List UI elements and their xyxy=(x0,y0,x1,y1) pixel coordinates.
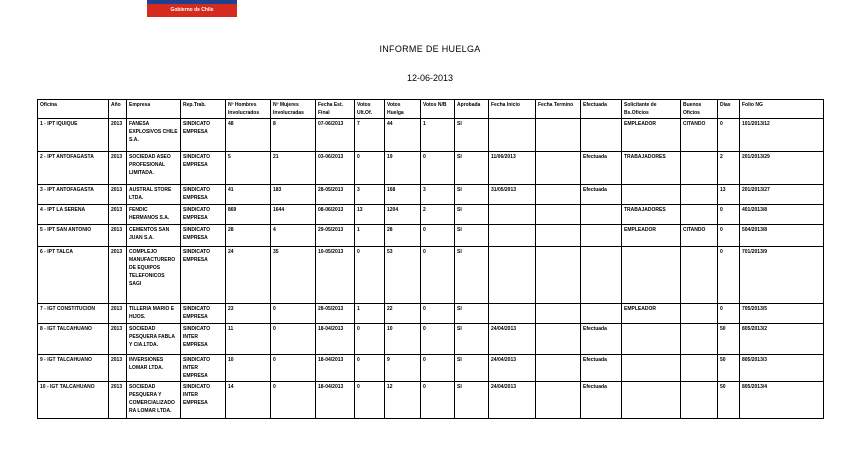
table-cell: 35 xyxy=(271,247,316,304)
column-header: Efectuada xyxy=(581,100,622,119)
table-cell: SOCIEDAD ASEO PROFESIONAL LIMITADA. xyxy=(127,152,181,185)
table-cell: 0 xyxy=(271,324,316,355)
table-cell: 1 xyxy=(355,304,385,324)
table-cell: 101/2013/12 xyxy=(740,119,824,152)
table-cell: 2 xyxy=(718,152,740,185)
table-cell: 13 xyxy=(718,185,740,205)
table-cell xyxy=(622,382,681,419)
table-cell: 0 xyxy=(355,324,385,355)
table-cell: 08-06/2013 xyxy=(316,205,355,225)
table-row xyxy=(38,205,824,225)
table-cell: 48 xyxy=(226,119,271,152)
table-cell xyxy=(581,225,622,247)
table-cell: Efectuada xyxy=(581,355,622,382)
table-cell xyxy=(681,382,718,419)
table-cell xyxy=(622,247,681,304)
table-row xyxy=(38,119,824,152)
table-cell: 0 xyxy=(421,247,455,304)
table-cell: EMPLEADOR xyxy=(622,304,681,324)
table-cell: SOCIEDAD PESQUERA Y COMERCIALIZADORA LOMAR LTDA. xyxy=(127,382,181,419)
table-cell: 22 xyxy=(385,304,421,324)
table-cell: SINDICATO EMPRESA xyxy=(181,152,226,185)
table-cell: 18-04/2013 xyxy=(316,382,355,419)
table-cell: 1 xyxy=(421,119,455,152)
table-cell: 03-06/2013 xyxy=(316,152,355,185)
table-cell xyxy=(536,225,581,247)
table-cell: 3 xyxy=(421,185,455,205)
table-cell: FENDIC HERMANOS S.A. xyxy=(127,205,181,225)
table-cell: 21 xyxy=(271,152,316,185)
table-cell xyxy=(681,247,718,304)
table-cell: 28-05/2013 xyxy=(316,304,355,324)
table-cell: SI xyxy=(455,225,489,247)
table-row xyxy=(38,304,824,324)
column-header: Fecha Inicio xyxy=(489,100,536,119)
table-cell: 24/04/2013 xyxy=(489,324,536,355)
table-cell: EMPLEADOR xyxy=(622,225,681,247)
table-cell: SINDICATO EMPRESA xyxy=(181,304,226,324)
table-cell: 705/2013/5 xyxy=(740,304,824,324)
table-cell: 0 xyxy=(421,152,455,185)
table-cell: 31/05/2013 xyxy=(489,185,536,205)
table-cell: 0 xyxy=(421,355,455,382)
table-cell xyxy=(681,185,718,205)
table-cell: SINDICATO EMPRESA xyxy=(181,225,226,247)
table-cell: Efectuada xyxy=(581,324,622,355)
table-cell xyxy=(681,324,718,355)
report-title: INFORME DE HUELGA xyxy=(379,44,481,54)
table-cell: 201/2013/29 xyxy=(740,152,824,185)
table-cell: 50 xyxy=(718,355,740,382)
table-cell: 23 xyxy=(226,304,271,324)
table-cell xyxy=(536,247,581,304)
table-cell xyxy=(536,355,581,382)
table-cell: 0 xyxy=(718,225,740,247)
table-cell: 10 xyxy=(385,324,421,355)
table-cell: SI xyxy=(455,355,489,382)
table-cell: 183 xyxy=(271,185,316,205)
column-header: Aprobada xyxy=(455,100,489,119)
table-cell xyxy=(536,205,581,225)
table-cell: 701/2013/9 xyxy=(740,247,824,304)
table-cell xyxy=(622,324,681,355)
table-cell: Efectuada xyxy=(581,382,622,419)
table-cell: SINDICATO INTER EMPRESA xyxy=(181,324,226,355)
table-cell: SI xyxy=(455,247,489,304)
table-cell: 0 xyxy=(355,152,385,185)
table-cell xyxy=(536,382,581,419)
table-cell xyxy=(489,247,536,304)
table-cell xyxy=(536,304,581,324)
table-row xyxy=(38,382,824,419)
table-cell: 6 - IPT TALCA xyxy=(38,247,109,304)
table-cell: 0 xyxy=(718,119,740,152)
strike-report-table xyxy=(37,99,824,419)
table-cell: SINDICATO INTER EMPRESA xyxy=(181,355,226,382)
table-cell: 24/04/2013 xyxy=(489,355,536,382)
table-cell: 168 xyxy=(385,185,421,205)
table-cell: 805/2013/4 xyxy=(740,382,824,419)
table-header xyxy=(38,100,824,119)
table-cell xyxy=(681,355,718,382)
table-cell xyxy=(581,119,622,152)
column-header: Folio NG xyxy=(740,100,824,119)
header-row xyxy=(38,100,824,119)
table-cell: 0 xyxy=(421,382,455,419)
table-cell: SI xyxy=(455,119,489,152)
table-cell: 5 - IPT SAN ANTONIO xyxy=(38,225,109,247)
table-cell: 44 xyxy=(385,119,421,152)
table-cell: 401/2013/8 xyxy=(740,205,824,225)
table-cell: EMPLEADOR xyxy=(622,119,681,152)
table-cell: 805/2013/3 xyxy=(740,355,824,382)
table-cell: Efectuada xyxy=(581,152,622,185)
table-cell: 5 xyxy=(226,152,271,185)
column-header: Días xyxy=(718,100,740,119)
table-cell xyxy=(489,225,536,247)
table-cell: 10 - IGT TALCAHUANO xyxy=(38,382,109,419)
table-cell: CEMENTOS SAN JUAN S.A. xyxy=(127,225,181,247)
column-header: Fecha Est. Final xyxy=(316,100,355,119)
table-cell: SINDICATO EMPRESA xyxy=(181,119,226,152)
table-cell: 24/04/2013 xyxy=(489,382,536,419)
column-header: Fecha Termino xyxy=(536,100,581,119)
table-cell: 7 xyxy=(355,119,385,152)
column-header: Nº Hombres Involucrados xyxy=(226,100,271,119)
table-cell: AUSTRAL STORE LTDA. xyxy=(127,185,181,205)
table-cell: 0 xyxy=(355,382,385,419)
column-header: Votos Ult.Of. xyxy=(355,100,385,119)
table-cell: 0 xyxy=(718,205,740,225)
column-header: Nº Mujeres Involucradas xyxy=(271,100,316,119)
table-cell: 2013 xyxy=(109,205,127,225)
column-header: Buenos Oficios xyxy=(681,100,718,119)
table-cell: CITANDO xyxy=(681,119,718,152)
table-cell: 50 xyxy=(718,324,740,355)
table-cell: 1 xyxy=(355,225,385,247)
table-cell: 0 xyxy=(718,247,740,304)
table-cell xyxy=(681,205,718,225)
table-cell: 2013 xyxy=(109,324,127,355)
table-cell: 12 xyxy=(385,382,421,419)
table-cell xyxy=(681,152,718,185)
table-cell: 1204 xyxy=(385,205,421,225)
table-cell: 24 xyxy=(226,247,271,304)
table-cell: 14 xyxy=(226,382,271,419)
table-cell: 2013 xyxy=(109,185,127,205)
table-cell xyxy=(489,304,536,324)
table-cell: 0 xyxy=(355,355,385,382)
table-cell: 29-05/2013 xyxy=(316,225,355,247)
table-cell: 18-04/2013 xyxy=(316,355,355,382)
table-cell: CITANDO xyxy=(681,225,718,247)
table-cell xyxy=(581,247,622,304)
table-cell: 2 xyxy=(421,205,455,225)
table-cell: 28-05/2013 xyxy=(316,185,355,205)
table-cell: SI xyxy=(455,324,489,355)
table-cell: 504/2013/8 xyxy=(740,225,824,247)
table-cell: INVERSIONES LOMAR LTDA. xyxy=(127,355,181,382)
table-cell: SOCIEDAD PESQUERA FABLA Y CIA.LTDA. xyxy=(127,324,181,355)
table-cell: 9 - IGT TALCAHUANO xyxy=(38,355,109,382)
table-cell: SI xyxy=(455,382,489,419)
table-cell: 4 xyxy=(271,225,316,247)
table-cell: 0 xyxy=(271,355,316,382)
table-cell xyxy=(581,304,622,324)
table-cell: 2 - IPT ANTOFAGASTA xyxy=(38,152,109,185)
table-cell: 201/2013/27 xyxy=(740,185,824,205)
table-cell xyxy=(681,304,718,324)
table-cell: 53 xyxy=(385,247,421,304)
table-row xyxy=(38,152,824,185)
table-row xyxy=(38,355,824,382)
table-cell: 0 xyxy=(355,247,385,304)
column-header: Año xyxy=(109,100,127,119)
table-cell: 2013 xyxy=(109,247,127,304)
table-cell: TRABAJADORES xyxy=(622,152,681,185)
column-header: Rep.Trab. xyxy=(181,100,226,119)
table-body xyxy=(38,119,824,419)
table-cell: 19 xyxy=(385,152,421,185)
table-cell: 41 xyxy=(226,185,271,205)
table-cell: SINDICATO EMPRESA xyxy=(181,205,226,225)
table-cell: 7 - IGT CONSTITUCION xyxy=(38,304,109,324)
table-cell: TILLERIA MARIO E HIJOS. xyxy=(127,304,181,324)
table-cell: 805/2013/2 xyxy=(740,324,824,355)
table-cell: 0 xyxy=(421,304,455,324)
table-cell: 3 - IPT ANTOFAGASTA xyxy=(38,185,109,205)
column-header: Votos N/B xyxy=(421,100,455,119)
table-cell: SINDICATO EMPRESA xyxy=(181,247,226,304)
column-header: Solicitante de Bs.Oficios xyxy=(622,100,681,119)
table-cell: 2013 xyxy=(109,225,127,247)
table-cell: 2013 xyxy=(109,119,127,152)
column-header: Empresa xyxy=(127,100,181,119)
table-cell xyxy=(489,119,536,152)
table-cell: 2013 xyxy=(109,304,127,324)
table-cell: 18-04/2013 xyxy=(316,324,355,355)
table-cell: 07-06/2013 xyxy=(316,119,355,152)
table-row xyxy=(38,225,824,247)
table-cell: 1644 xyxy=(271,205,316,225)
table-cell: 0 xyxy=(271,304,316,324)
table-row xyxy=(38,247,824,304)
table-cell: 10 xyxy=(226,355,271,382)
table-cell: SI xyxy=(455,152,489,185)
table-cell: 2013 xyxy=(109,152,127,185)
table-cell: 13 xyxy=(355,205,385,225)
table-cell: 10-05/2013 xyxy=(316,247,355,304)
table-cell: 4 - IPT LA SERENA xyxy=(38,205,109,225)
column-header: Oficina xyxy=(38,100,109,119)
table-cell: 0 xyxy=(718,304,740,324)
table-cell: 2013 xyxy=(109,382,127,419)
table-cell: 28 xyxy=(385,225,421,247)
table-cell xyxy=(489,205,536,225)
table-cell: 50 xyxy=(718,382,740,419)
table-cell: 28 xyxy=(226,225,271,247)
table-cell: SINDICATO INTER EMPRESA xyxy=(181,382,226,419)
table-cell: SINDICATO EMPRESA xyxy=(181,185,226,205)
table-cell: SI xyxy=(455,205,489,225)
table-cell: 869 xyxy=(226,205,271,225)
column-header: Votos Huelga xyxy=(385,100,421,119)
table-row xyxy=(38,324,824,355)
table-cell: FANESA EXPLOSIVOS CHILE S.A. xyxy=(127,119,181,152)
table-cell: 9 xyxy=(385,355,421,382)
table-cell: 3 xyxy=(355,185,385,205)
table-cell: 11 xyxy=(226,324,271,355)
table-cell: 2013 xyxy=(109,355,127,382)
table-cell: 0 xyxy=(421,225,455,247)
table-cell xyxy=(536,185,581,205)
table-cell: SI xyxy=(455,304,489,324)
table-row xyxy=(38,185,824,205)
table-cell: 8 - IGT TALCAHUANO xyxy=(38,324,109,355)
table-cell: TRABAJADORES xyxy=(622,205,681,225)
report-date: 12-06-2013 xyxy=(406,73,454,83)
table-cell xyxy=(536,119,581,152)
table-cell: 1 - IPT IQUIQUE xyxy=(38,119,109,152)
table-cell: COMPLEJO MANUFACTURERO DE EQUIPOS TELEFONICOS SAGI xyxy=(127,247,181,304)
table-cell xyxy=(581,205,622,225)
table-cell: 0 xyxy=(271,382,316,419)
table-cell xyxy=(622,355,681,382)
government-logo xyxy=(147,0,237,17)
table-cell: 8 xyxy=(271,119,316,152)
table-cell xyxy=(536,152,581,185)
table-cell: SI xyxy=(455,185,489,205)
table-cell: 0 xyxy=(421,324,455,355)
table-cell xyxy=(536,324,581,355)
logo-label: Gobierno de Chile xyxy=(147,4,237,17)
table-cell: Efectuada xyxy=(581,185,622,205)
table-cell: 11/06/2013 xyxy=(489,152,536,185)
table-cell xyxy=(622,185,681,205)
